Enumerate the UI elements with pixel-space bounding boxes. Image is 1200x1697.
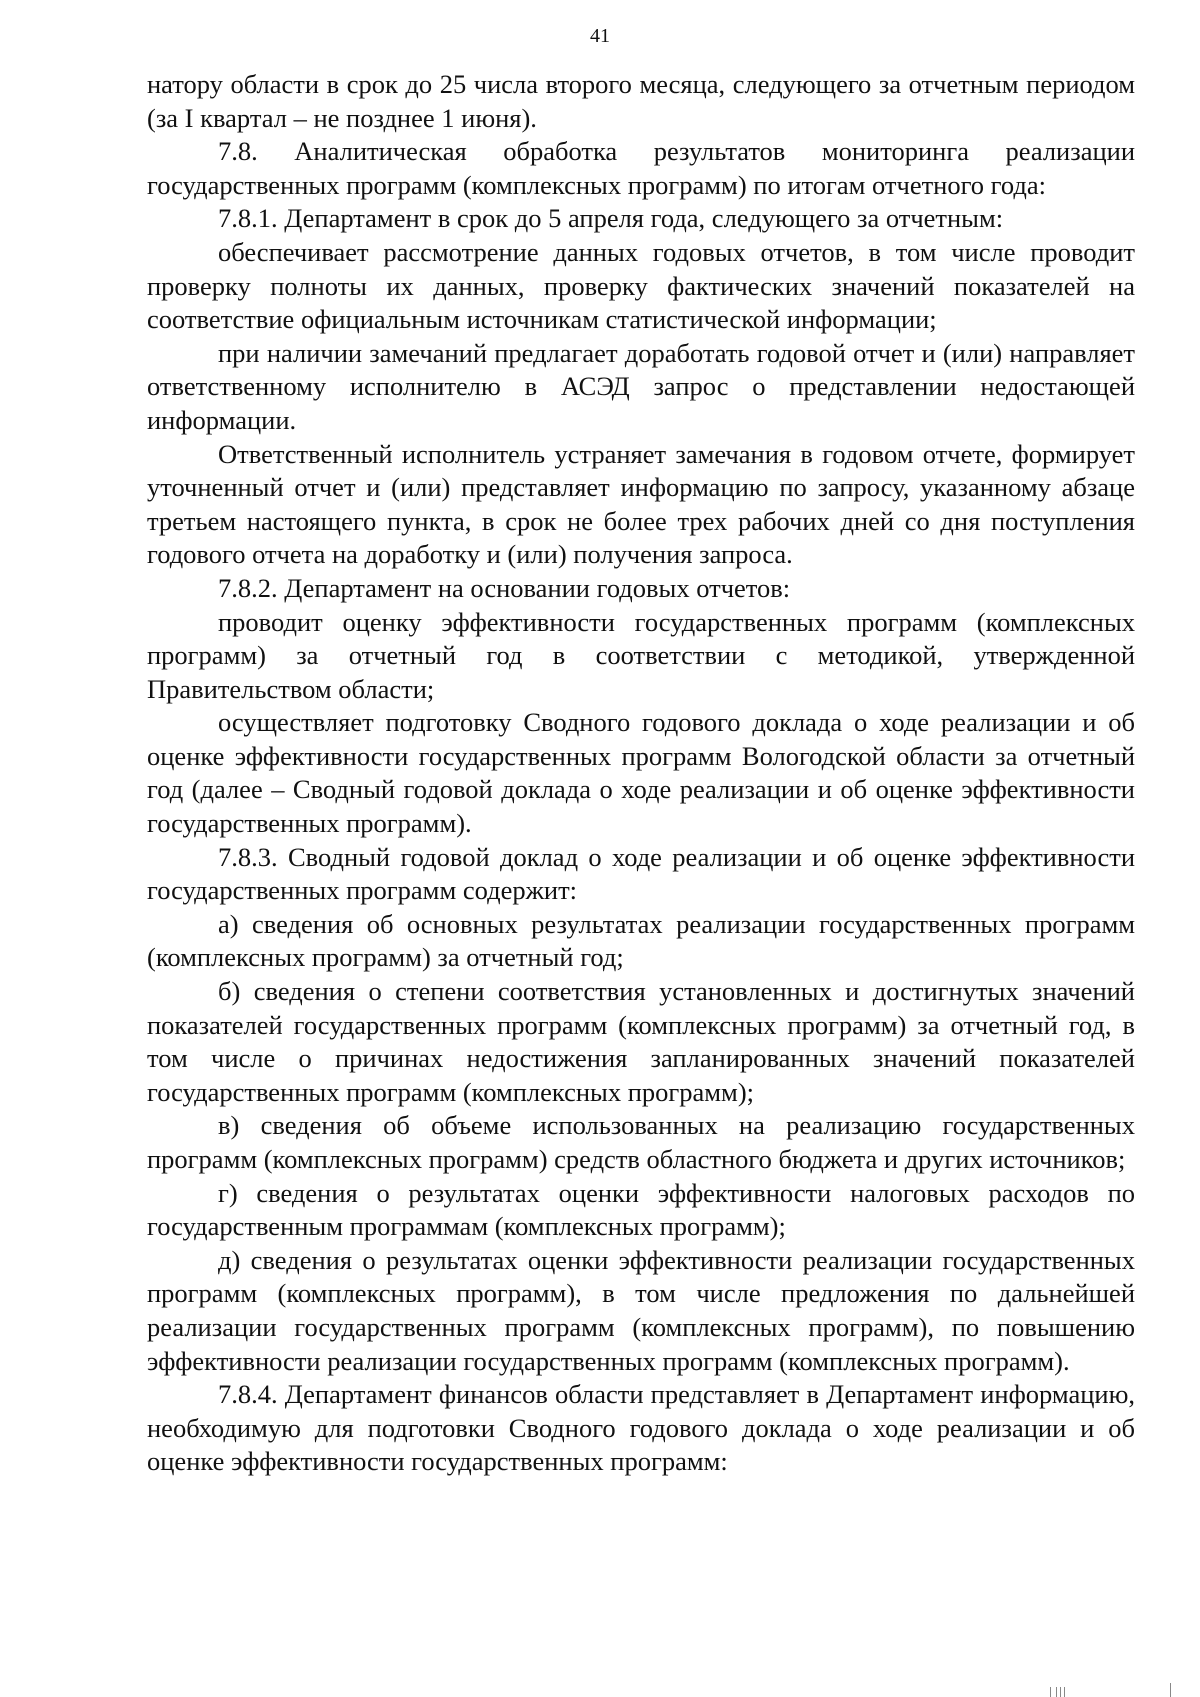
paragraph-section-7-8-4: 7.8.4. Департамент финансов области представляет в Департамент информацию, необходимую для подготовки Сводного годового доклада о ходе реализации и об оценке эффективности государственных программ: (147, 1379, 1135, 1477)
paragraph-remarks-request: при наличии замечаний предлагает доработать годовой отчет и (или) направляет ответственному исполнителю в АСЭД запрос о представлении недостающей информации. (147, 337, 1135, 435)
paragraph-item-a: а) сведения об основных результатах реализации государственных программ (комплексных программ) за отчетный год; (147, 908, 1135, 973)
paragraph-item-g: г) сведения о результатах оценки эффективности налоговых расходов по государственным программам (комплексных программ); (147, 1177, 1135, 1242)
paragraph-efficiency-assessment: проводит оценку эффективности государственных программ (комплексных программ) за отчетный год в соответствии с методикой, утвержденной Правительством области; (147, 606, 1135, 704)
paragraph-item-v: в) сведения об объеме использованных на реализацию государственных программ (комплексных программ) средств областного бюджета и других источников; (147, 1110, 1135, 1174)
paragraph-review-reports: обеспечивает рассмотрение данных годовых отчетов, в том числе проводит проверку полноты их данных, проверку фактических значений показателей на соответствие официальным источникам статистической информации; (147, 236, 1135, 335)
paragraph-item-d: д) сведения о результатах оценки эффективности реализации государственных программ (комплексных программ), в том числе предложения по дальнейшей реализации государственных программ (комплексных программ), по повышению эффективности реализации государственных программ (комплексных программ). (147, 1244, 1135, 1376)
paragraph-section-7-8: 7.8. Аналитическая обработка результатов мониторинга реализации государственных программ (комплексных программ) по итогам отчетного года: (147, 136, 1135, 200)
paragraph-item-b: б) сведения о степени соответствия установленных и достигнутых значений показателей государственных программ (комплексных программ) за отчетный год, в том числе о причинах недостижения запланированных значений показателей государственных программ (комплексных программ); (147, 976, 1135, 1107)
document-body (147, 68, 1135, 1479)
paragraph-summary-report: осуществляет подготовку Сводного годового доклада о ходе реализации и об оценке эффективности государственных программ Вологодской области за отчетный год (далее – Сводный годовой доклада о ходе реализации и об оценке эффективности государственных программ). (147, 707, 1135, 839)
paragraph-section-7-8-2: 7.8.2. Департамент на основании годовых отчетов: (218, 572, 791, 603)
paragraph-section-7-8-1: 7.8.1. Департамент в срок до 5 апреля года, следующего за отчетным: (218, 203, 1004, 234)
page-number: 41 (590, 25, 610, 47)
scan-artifact-marks (1040, 1680, 1200, 1697)
paragraph-section-7-8-3: 7.8.3. Сводный годовой доклад о ходе реализации и об оценке эффективности государственных программ содержит: (147, 841, 1135, 906)
paragraph-continuation: натору области в срок до 25 числа второго месяца, следующего за отчетным периодом (за I квартал – не позднее 1 июня). (147, 69, 1135, 133)
paragraph-responsible-executor: Ответственный исполнитель устраняет замечания в годовом отчете, формирует уточненный отчет и (или) представляет информацию по запросу, указанному абзаце третьем настоящего пункта, в срок не более трех рабочих дней со дня поступления годового отчета на доработку и (или) получения запроса. (147, 438, 1135, 570)
